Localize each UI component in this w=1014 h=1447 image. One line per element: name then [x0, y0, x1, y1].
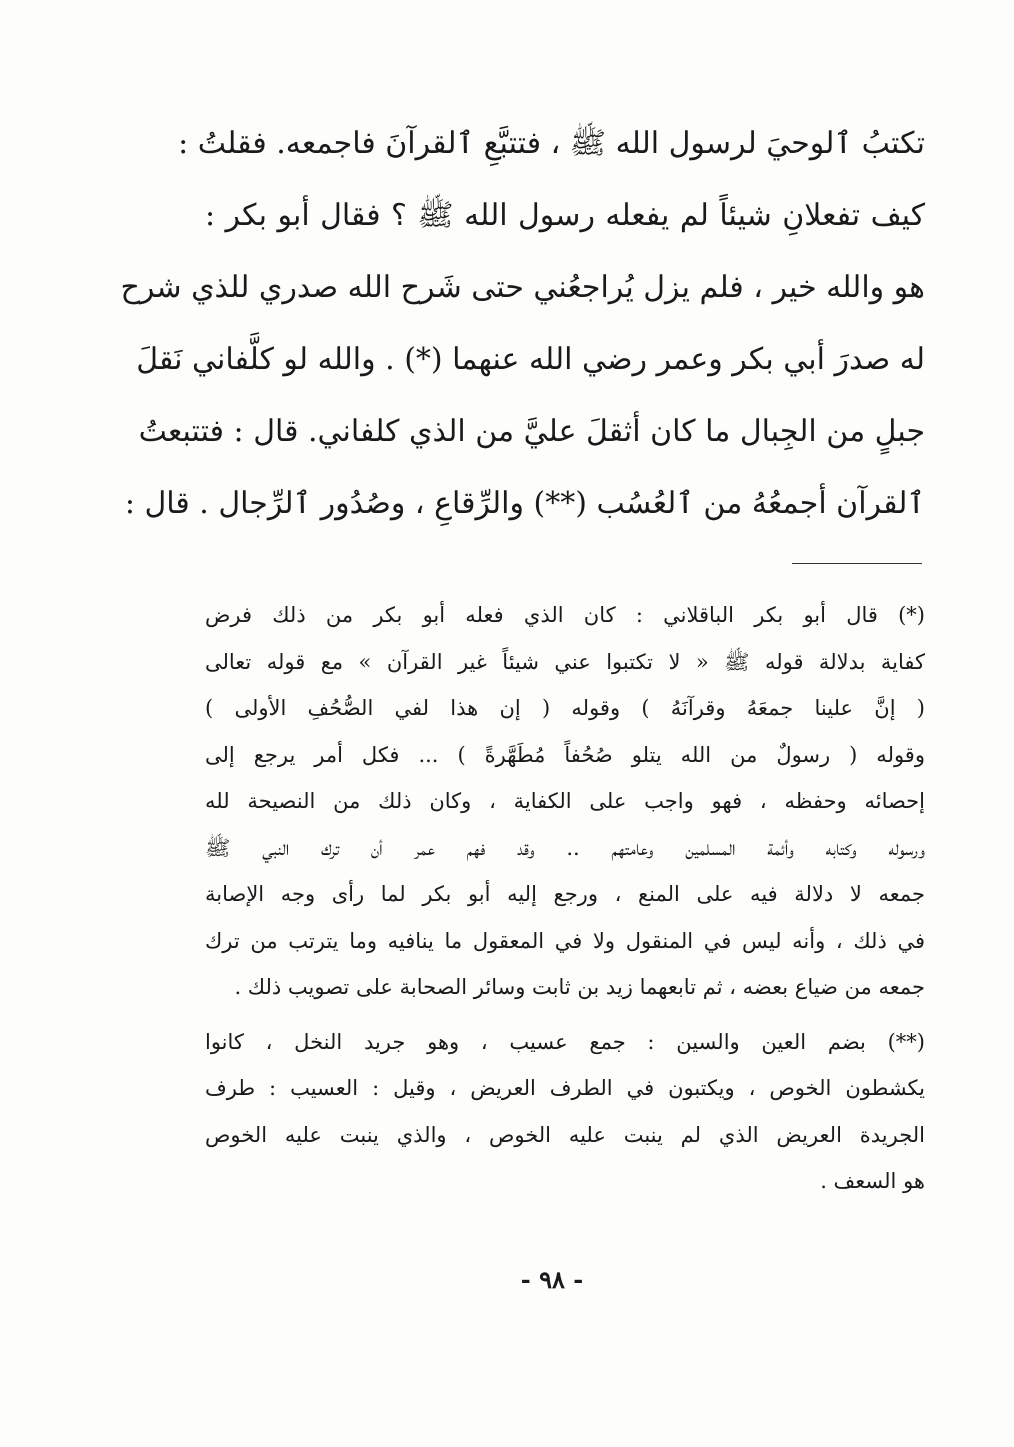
footnote-2 — [205, 1019, 925, 1205]
footnote-line: يكشطون الخوص ، ويكتبون في الطرف العريض ، وقيل : العسيب : طرف — [205, 1076, 925, 1100]
footnote-line: ورسوله وكتابه وأئمة المسلمين وعامتهم .. وقد فهم عمر أن ترك النبي ﷺ — [205, 835, 925, 860]
footnote-line: (*) قال أبو بكر الباقلاني : كان الذي فعله أبو بكر من ذلك فرض — [205, 603, 925, 627]
page-number: - ٩٨ - — [520, 1265, 584, 1294]
footnote-line: جمعه لا دلالة فيه على المنع ، ورجع إليه أبو بكر لما رأى وجه الإصابة — [205, 882, 925, 906]
main-text-line: له صدرَ أبي بكر وعمر رضي الله عنهما (*) . والله لو كلَّفاني نَقلَ — [136, 342, 925, 377]
main-text-line: كيف تفعلانِ شيئاً لم يفعله رسول الله ﷺ ؟ فقال أبو بكر : — [205, 198, 925, 233]
footnote-1 — [205, 592, 925, 1011]
footnote-line: هو السعف . — [820, 1169, 925, 1193]
footnote-line: ( إنَّ علينا جمعَهُ وقرآنَهُ ) وقوله ( إن هذا لفي الصُّحُفِ الأولى ) — [205, 696, 925, 720]
main-text-line: هو والله خير ، فلم يزل يُراجعُني حتى شَرح الله صدري للذي شرح — [120, 270, 925, 305]
footnote-line: إحصائه وحفظه ، فهو واجب على الكفاية ، وكان ذلك من النصيحة لله — [205, 789, 925, 813]
main-text-line: تكتبُ ٱلوحيَ لرسول الله ﷺ ، فتتبَّعِ ٱلقرآنَ فاجمعه. فقلتُ : — [178, 126, 925, 161]
footnotes — [205, 592, 925, 1205]
main-text-line: ٱلقرآن أجمعُهُ من ٱلعُسُب (**) والرِّقاعِ ، وصُدُور ٱلرِّجال . قال : — [124, 486, 925, 521]
footnote-line: (**) بضم العين والسين : جمع عسيب ، وهو جريد النخل ، كانوا — [205, 1029, 925, 1054]
footnote-separator — [792, 563, 922, 564]
main-text — [120, 108, 925, 540]
footnote-line: في ذلك ، وأنه ليس في المنقول ولا في المعقول ما ينافيه وما يترتب من ترك — [205, 928, 925, 953]
main-text-line: جبلٍ من الجِبال ما كان أثقلَ عليَّ من الذي كلفاني. قال : فتتبعتُ — [138, 414, 925, 449]
footnote-line: وقوله ( رسولٌ من الله يتلو صُحُفاً مُطَهَّرةً ) ... فكل أمر يرجع إلى — [205, 742, 925, 767]
footnote-line: جمعه من ضياع بعضه ، ثم تابعهما زيد بن ثابت وسائر الصحابة على تصويب ذلك . — [234, 975, 925, 999]
footnote-line: الجريدة العريض الذي لم ينبت عليه الخوص ، والذي ينبت عليه الخوص — [205, 1122, 925, 1147]
footnote-line: كفاية بدلالة قوله ﷺ « لا تكتبوا عني شيئاً غير القرآن » مع قوله تعالى — [205, 649, 925, 674]
